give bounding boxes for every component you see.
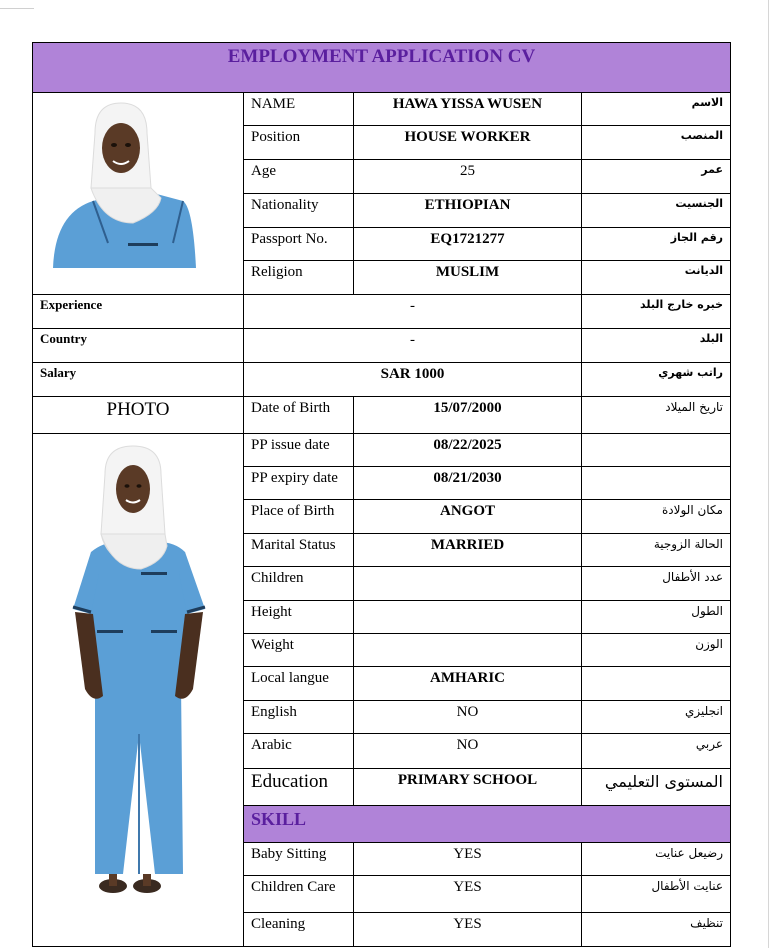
page-corner-tab — [0, 0, 34, 9]
english-label: English — [244, 701, 354, 734]
pp-issue-value: 08/22/2025 — [354, 434, 582, 467]
children-label: Children — [244, 567, 354, 601]
position-value: HOUSE WORKER — [354, 126, 582, 160]
birthplace-value: ANGOT — [354, 500, 582, 534]
marital-status-value: MARRIED — [354, 534, 582, 567]
portrait-photo-cell — [33, 93, 244, 295]
age-value: 25 — [354, 160, 582, 194]
arabic-label-ar: عربي — [582, 734, 731, 769]
full-body-photo-cell — [33, 434, 244, 947]
height-label-ar: الطول — [582, 601, 731, 634]
name-label: NAME — [244, 93, 354, 126]
education-label: Education — [244, 769, 354, 806]
height-label: Height — [244, 601, 354, 634]
page-edge — [768, 0, 769, 948]
pp-expiry-label-ar — [582, 467, 731, 500]
salary-value: SAR 1000 — [244, 363, 582, 397]
marital-status-label-ar: الحالة الزوجية — [582, 534, 731, 567]
education-label-ar: المستوى التعليمي — [582, 769, 731, 806]
baby-sitting-value: YES — [354, 843, 582, 876]
children-care-label-ar: عنايت الأطفال — [582, 876, 731, 913]
salary-label: Salary — [33, 363, 244, 397]
photo-label: PHOTO — [33, 397, 244, 434]
weight-value — [354, 634, 582, 667]
experience-label-ar: خبره خارج البلد — [582, 295, 731, 329]
cv-table — [32, 42, 731, 947]
name-value: HAWA YISSA WUSEN — [354, 93, 582, 126]
age-label: Age — [244, 160, 354, 194]
skill-header: SKILL — [244, 806, 731, 843]
nationality-value: ETHIOPIAN — [354, 194, 582, 228]
experience-value: - — [244, 295, 582, 329]
cleaning-value: YES — [354, 913, 582, 947]
nationality-label-ar: الجنسيت — [582, 194, 731, 228]
birthplace-label: Place of Birth — [244, 500, 354, 534]
religion-value: MUSLIM — [354, 261, 582, 295]
education-value: PRIMARY SCHOOL — [354, 769, 582, 806]
children-label-ar: عدد الأطفال — [582, 567, 731, 601]
name-label-ar: الاسم — [582, 93, 731, 126]
passport-label-ar: رقم الجاز — [582, 228, 731, 261]
children-care-label: Children Care — [244, 876, 354, 913]
marital-status-label: Marital Status — [244, 534, 354, 567]
baby-sitting-label: Baby Sitting — [244, 843, 354, 876]
passport-label: Passport No. — [244, 228, 354, 261]
country-label-ar: البلد — [582, 329, 731, 363]
local-language-label-ar — [582, 667, 731, 701]
pp-issue-label: PP issue date — [244, 434, 354, 467]
arabic-label: Arabic — [244, 734, 354, 769]
nationality-label: Nationality — [244, 194, 354, 228]
dob-label: Date of Birth — [244, 397, 354, 434]
religion-label: Religion — [244, 261, 354, 295]
experience-label: Experience — [33, 295, 244, 329]
country-label: Country — [33, 329, 244, 363]
local-language-value: AMHARIC — [354, 667, 582, 701]
english-value: NO — [354, 701, 582, 734]
salary-label-ar: راتب شهري — [582, 363, 731, 397]
religion-label-ar: الديانت — [582, 261, 731, 295]
weight-label: Weight — [244, 634, 354, 667]
headshot-photo — [33, 93, 243, 293]
dob-value: 15/07/2000 — [354, 397, 582, 434]
age-label-ar: عمر — [582, 160, 731, 194]
full-body-photo — [33, 434, 243, 944]
english-label-ar: انجليزي — [582, 701, 731, 734]
pp-issue-label-ar — [582, 434, 731, 467]
cleaning-label-ar: تنظيف — [582, 913, 731, 947]
arabic-value: NO — [354, 734, 582, 769]
pp-expiry-value: 08/21/2030 — [354, 467, 582, 500]
pp-expiry-label: PP expiry date — [244, 467, 354, 500]
baby-sitting-label-ar: رضيعل عنايت — [582, 843, 731, 876]
children-value — [354, 567, 582, 601]
position-label-ar: المنصب — [582, 126, 731, 160]
birthplace-label-ar: مكان الولادة — [582, 500, 731, 534]
dob-label-ar: تاريخ الميلاد — [582, 397, 731, 434]
cleaning-label: Cleaning — [244, 913, 354, 947]
country-value: - — [244, 329, 582, 363]
cv-title: EMPLOYMENT APPLICATION CV — [33, 43, 731, 93]
children-care-value: YES — [354, 876, 582, 913]
position-label: Position — [244, 126, 354, 160]
height-value — [354, 601, 582, 634]
passport-value: EQ1721277 — [354, 228, 582, 261]
local-language-label: Local langue — [244, 667, 354, 701]
weight-label-ar: الوزن — [582, 634, 731, 667]
